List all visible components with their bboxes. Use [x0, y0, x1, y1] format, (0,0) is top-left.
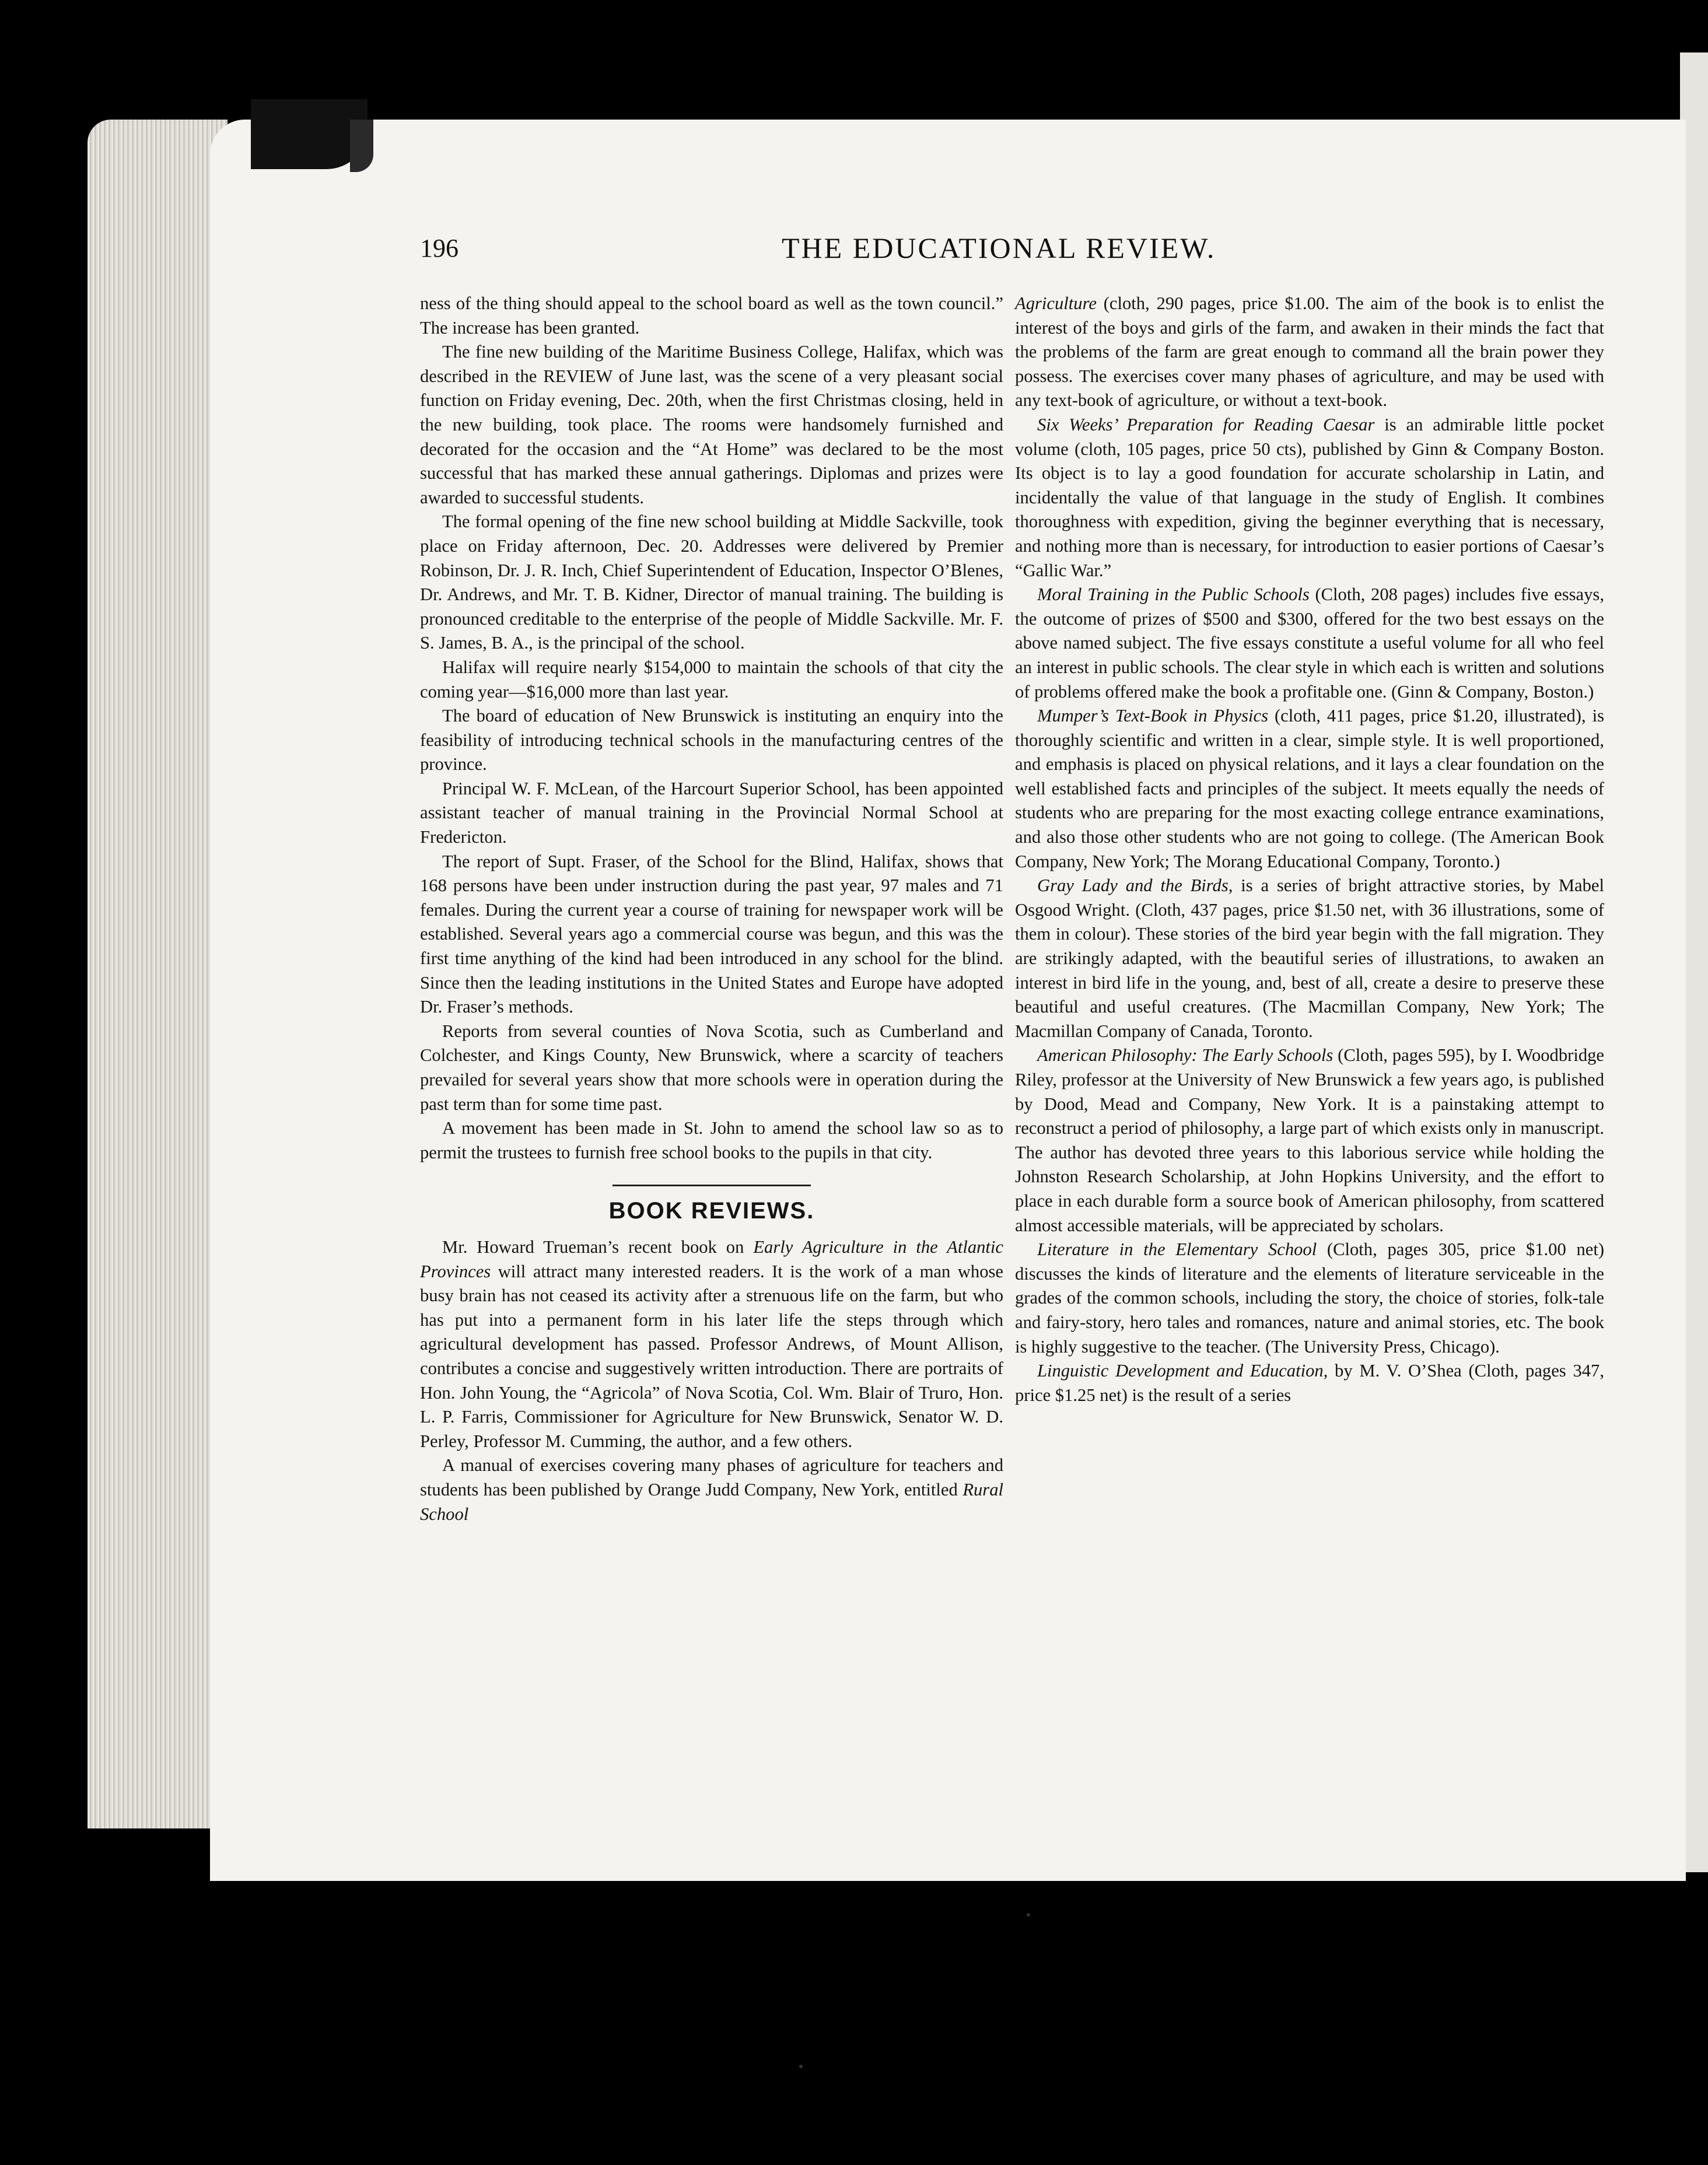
review-paragraph [1015, 1359, 1604, 1407]
review-paragraph [1015, 413, 1604, 583]
section-divider [612, 1185, 811, 1186]
paragraph: Principal W. F. McLean, of the Harcourt Superior School, has been appointed assistant teacher of manual training in the Provincial Normal School at Fredericton. [420, 778, 1003, 847]
paragraph: The report of Supt. Fraser, of the School for the Blind, Halifax, shows that 168 persons have been under instruction during the past year, 97 males and 71 females. During the current year a course of training for newspaper work will be established. Several years ago a commercial course was begun, and this was the first time anything of the kind had been introduced in any school for the blind. Since then the leading institutions in the United States and Europe have adopted Dr. Fraser’s methods. [420, 851, 1003, 1017]
paragraph: Reports from several counties of Nova Scotia, such as Cumberland and Colchester, and Kings County, New Brunswick, where a scarcity of teachers prevailed for several years show that more schools were in operation during the past term than for some time past. [420, 1021, 1003, 1114]
scan-speck [799, 2065, 803, 2068]
paragraph: A movement has been made in St. John to amend the school law so as to permit the trustees to furnish free school books to the pupils in that city. [420, 1118, 1003, 1162]
review-paragraph [1015, 1043, 1604, 1238]
page-number: 196 [420, 234, 459, 262]
book-title: Agriculture [1015, 293, 1097, 313]
right-column [1015, 292, 1604, 1407]
review-text: (Cloth, pages 305, price $1.00 net) discusses the kinds of literature and the elements of literature serviceable in the grades of the common schools, including the story, the choice of stories, folk-tale and fairy-story, hero tales and romances, nature and animal stories, etc. The book is highly suggestive to the teacher. (The University Press, Chicago). [1015, 1239, 1605, 1357]
review-paragraph [1015, 583, 1604, 704]
book-title: Moral Training in the Public Schools [1037, 584, 1310, 605]
review-paragraph [1015, 874, 1604, 1043]
review-text: by M. V. O’Shea (Cloth, pages 347, price $1.25 net) is the result of a series [1015, 1361, 1604, 1405]
review-text: is an admirable little pocket volume (cloth, 105 pages, price 50 cts), published by Ginn & Company Boston. Its object is to lay a good foundation for accurate scholarship in Latin, and incidentally the value of that language in the study of English. It combines thoroughness with expedition, giving the beginner everything that is necessary, and nothing more than is necessary, for introduction to easier portions of Caesar’s “Gallic War.” [1015, 414, 1604, 580]
book-title: Linguistic Development and Education, [1037, 1361, 1328, 1381]
page-header [420, 233, 1610, 286]
review-text: is a series of bright attractive stories, by Mabel Osgood Wright. (Cloth, 437 pages, price $1.50 net, with 36 illustrations, some of them in colour). These stories of the bird year begin with the fall migration. They are strikingly adapted, with the beautiful series of illustrations, to awaken an interest in bird life in the young, and, best of all, create a desire to preserve these beautiful and useful creatures. (The Macmillan Company, New York; The Macmillan Company of Canada, Toronto. [1015, 875, 1605, 1041]
book-title: American Philosophy: The Early Schools [1037, 1045, 1334, 1066]
review-text: will attract many interested readers. It is the work of a man whose busy brain has not ceased its activity after a strenuous life on the farm, but who has put into a permanent form in his later life the steps through which agricultural development has passed. Professor Andrews, of Mount Allison, contributes a concise and suggestively written introduction. There are portraits of Hon. John Young, the “Agricola” of Nova Scotia, Col. Wm. Blair of Truro, Hon. L. P. Farris, Commissioner for Agriculture for New Brunswick, Senator W. D. Perley, Professor M. Cumming, the author, and a few others. [420, 1261, 1003, 1451]
paragraph: The formal opening of the fine new school building at Middle Sackville, took place on Friday afternoon, Dec. 20. Addresses were delivered by Premier Robinson, Dr. J. R. Inch, Chief Superintendent of Education, Inspector O’Blenes, Dr. Andrews, and Mr. T. B. Kidner, Director of manual training. The building is pronounced creditable to the enterprise of the people of Middle Sackville. Mr. F. S. James, B. A., is the principal of the school. [420, 512, 1003, 653]
review-paragraph [420, 1453, 1003, 1526]
review-text: (cloth, 411 pages, price $1.20, illustrated), is thoroughly scientific and written in a clear, simple style. It is well proportioned, and emphasis is placed on physical relations, and it lays a clear foundation on the well established facts and principles of the subject. It meets equally the needs of students who are preparing for the most exacting college entrance examinations, and also those other students who are not going to college. (The American Book Company, New York; The Morang Educational Company, Toronto.) [1015, 706, 1604, 871]
book-title: Six Weeks’ Preparation for Reading Caesar [1037, 414, 1375, 435]
section-heading: BOOK REVIEWS. [608, 1198, 815, 1224]
review-paragraph [1015, 1238, 1604, 1359]
book-title: Gray Lady and the Birds, [1037, 875, 1233, 896]
book-title: Literature in the Elementary School [1037, 1239, 1317, 1260]
left-column [420, 292, 1003, 1526]
review-paragraph [1015, 704, 1604, 874]
book-title: Rural School [420, 1479, 1003, 1524]
binder-clip-tip [350, 120, 373, 172]
scan-speck [1027, 1913, 1030, 1917]
review-text: (Cloth, 208 pages) includes five essays, the outcome of prizes of $500 and $300, offered for the two best essays on the above named subject. The five essays constitute a useful volume for all who feel an interest in public schools. The clear style in which each is written and solutions of problems offered make the book a profitable one. (Ginn & Company, Boston.) [1015, 584, 1604, 702]
paragraph: Halifax will require nearly $154,000 to maintain the schools of that city the coming year—$16,000 more than last year. [420, 657, 1003, 702]
review-paragraph [420, 1235, 1003, 1453]
book-title: Mumper’s Text-Book in Physics [1037, 706, 1268, 726]
paragraph: ness of the thing should appeal to the school board as well as the town council.” The increase has been granted. [420, 293, 1003, 338]
review-text: Mr. Howard Trueman’s recent book on [442, 1236, 754, 1257]
page-edge-stack [88, 120, 228, 1828]
book-title: Early Agriculture in the Atlantic Provinces [420, 1236, 1003, 1281]
review-text: (cloth, 290 pages, price $1.00. The aim of the book is to enlist the interest of the boys and girls of the farm, and awaken in their minds the fact that the problems of the farm are great enough to command all the brain power they possess. The exercises cover many phases of agriculture, and may be used with any text-book of agriculture, or without a text-book. [1015, 293, 1604, 411]
paragraph: The board of education of New Brunswick is instituting an enquiry into the feasibility of introducing technical schools in the manufacturing centres of the province. [420, 706, 1003, 775]
running-title: THE EDUCATIONAL REVIEW. [782, 232, 1216, 264]
review-paragraph [1015, 292, 1604, 413]
review-text: A manual of exercises covering many phases of agriculture for teachers and students has been published by Orange Judd Company, New York, entitled [420, 1455, 1003, 1500]
review-text: (Cloth, pages 595), by I. Woodbridge Riley, professor at the University of New Brunswick a few years ago, is published by Dood, Mead and Company, New York. It is a painstaking attempt to reconstruct a period of philosophy, a large part of which exists only in manuscript. The author has devoted three years to this laborious service while holding the Johnston Research Scholarship, at John Hopkins University, and the effort to place in each durable form a source book of American philosophy, from scattered almost accessible materials, will be appreciated by scholars. [1015, 1045, 1604, 1235]
paragraph: The fine new building of the Maritime Business College, Halifax, which was described in the REVIEW of June last, was the scene of a very pleasant social function on Friday evening, Dec. 20th, when the first Christmas closing, held in the new building, took place. The rooms were handsomely furnished and decorated for the occasion and the “At Home” was declared to be the most successful that has marked these annual gatherings. Diplomas and prizes were awarded to successful students. [420, 342, 1003, 507]
